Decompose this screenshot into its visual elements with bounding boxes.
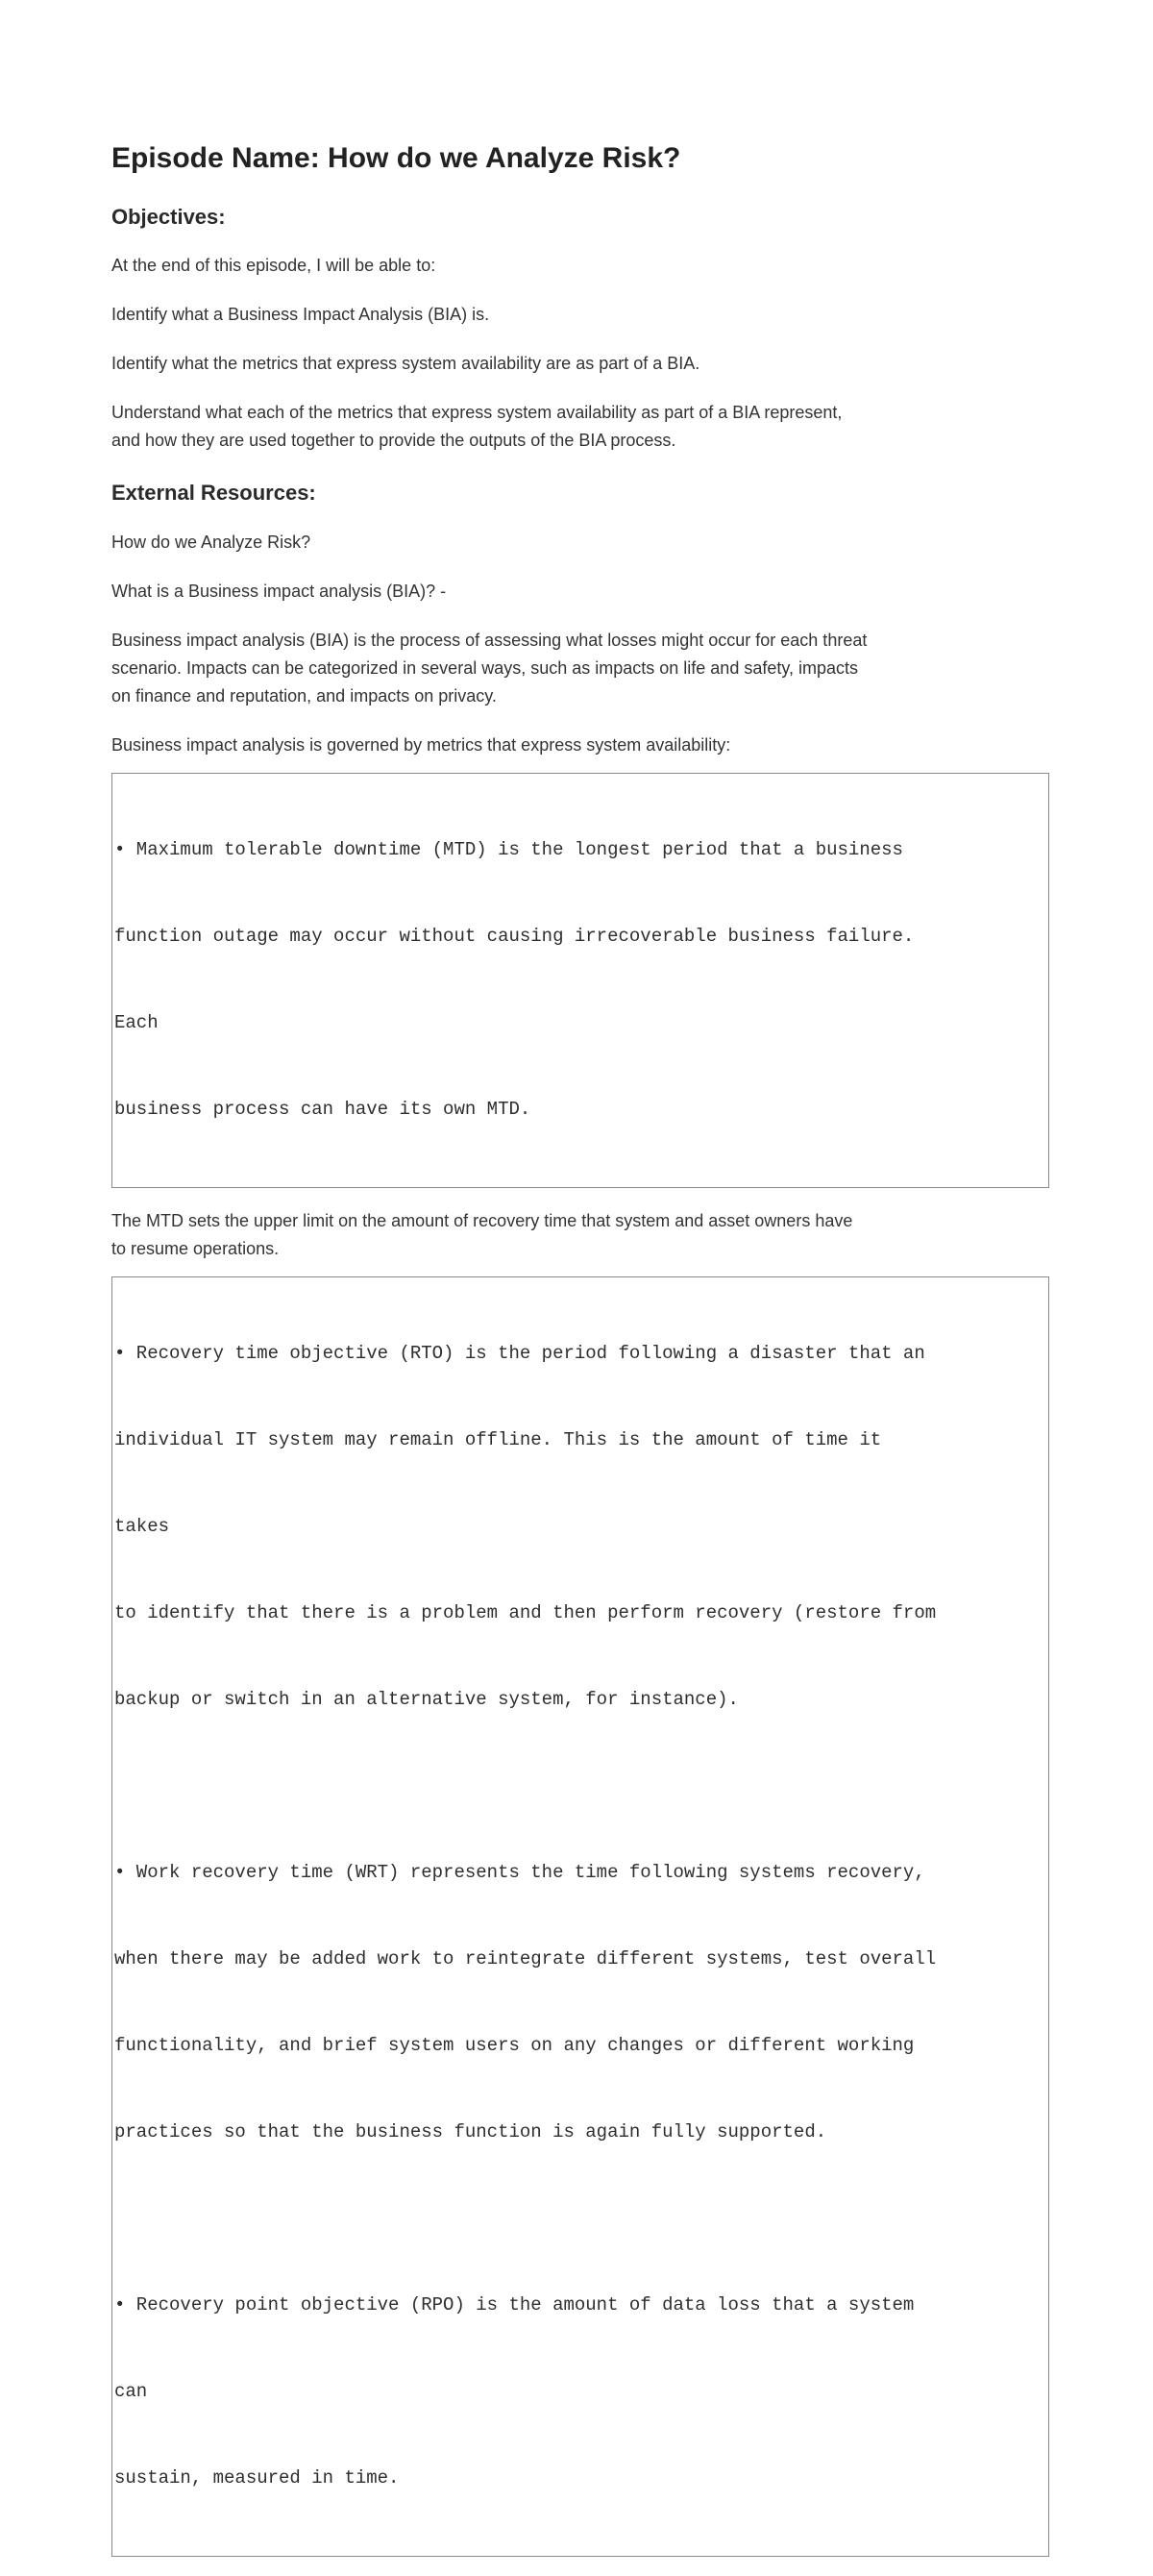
recovery-line: sustain, measured in time. bbox=[114, 2466, 400, 2489]
recovery-metrics-code-box bbox=[111, 1276, 1049, 2557]
mtd-code-box bbox=[111, 773, 1049, 1188]
mtd-line: function outage may occur without causing irrecoverable business failure. bbox=[114, 925, 915, 947]
recovery-line: to identify that there is a problem and then perform recovery (restore from bbox=[114, 1601, 937, 1623]
recovery-line: • Recovery point objective (RPO) is the amount of data loss that a system bbox=[114, 2293, 915, 2316]
mtd-line: business process can have its own MTD. bbox=[114, 1098, 531, 1120]
objective-item-2: Identify what the metrics that express system availability are as part of a BIA. bbox=[111, 354, 700, 374]
bia-question: What is a Business impact analysis (BIA)? - bbox=[111, 581, 447, 601]
recovery-line: backup or switch in an alternative system, for instance). bbox=[114, 1688, 739, 1710]
bia-description: Business impact analysis (BIA) is the process of assessing what losses might occur for each threat scenario. Impacts can be categorized in several ways, such as impacts on life and safety, impacts on finance and reputation, and impacts on privacy. bbox=[111, 630, 868, 706]
recovery-line: functionality, and brief system users on any changes or different working bbox=[114, 2034, 915, 2056]
document-page bbox=[111, 140, 1053, 2576]
objectives-intro: At the end of this episode, I will be able to: bbox=[111, 256, 436, 276]
recovery-line bbox=[114, 1771, 1046, 1800]
resource-subtitle: How do we Analyze Risk? bbox=[111, 532, 311, 552]
recovery-line: takes bbox=[114, 1515, 170, 1537]
recovery-line: • Work recovery time (WRT) represents the time following systems recovery, bbox=[114, 1861, 925, 1883]
objective-item-3: Understand what each of the metrics that express system availability as part of a BIA represent, and how they are used together to provide the outputs of the BIA process. bbox=[111, 403, 843, 451]
mtd-line: Each bbox=[114, 1011, 159, 1033]
objectives-heading: Objectives: bbox=[111, 204, 226, 229]
metrics-intro: Business impact analysis is governed by metrics that express system availability: bbox=[111, 734, 731, 755]
external-resources-heading: External Resources: bbox=[111, 481, 316, 506]
page-title: Episode Name: How do we Analyze Risk? bbox=[111, 142, 681, 174]
mtd-line: • Maximum tolerable downtime (MTD) is the longest period that a business bbox=[114, 838, 903, 860]
recovery-line: individual IT system may remain offline. This is the amount of time it bbox=[114, 1428, 882, 1450]
recovery-line: when there may be added work to reintegrate different systems, test overall bbox=[114, 1947, 937, 1969]
recovery-line bbox=[114, 2204, 1046, 2233]
mtd-note: The MTD sets the upper limit on the amount of recovery time that system and asset owners have to resume operations. bbox=[111, 1210, 853, 1258]
objective-item-1: Identify what a Business Impact Analysis (BIA) is. bbox=[111, 305, 490, 325]
recovery-line: can bbox=[114, 2380, 148, 2402]
recovery-line: practices so that the business function is again fully supported. bbox=[114, 2120, 827, 2143]
recovery-line: • Recovery time objective (RTO) is the period following a disaster that an bbox=[114, 1342, 925, 1364]
